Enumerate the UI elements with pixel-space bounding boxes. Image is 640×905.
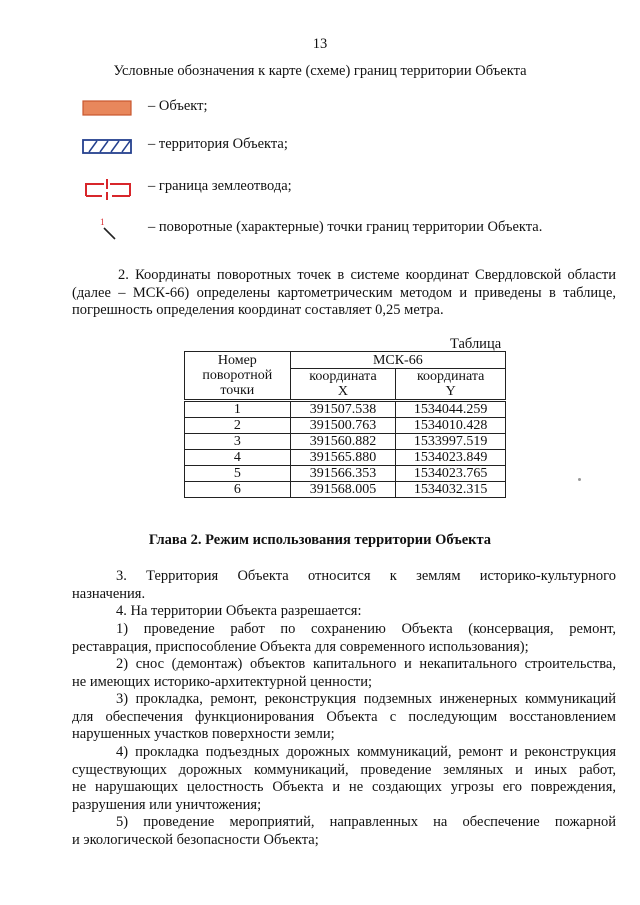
paragraph-line: 2) снос (демонтаж) объектов капитального и некапитального строительства, (116, 656, 616, 672)
cell-y: 1534010.428 (396, 418, 506, 434)
legend-label-turning-point: – поворотные (характерные) точки границ территории Объекта. (148, 219, 543, 235)
list-item (72, 621, 616, 656)
cell-x: 391568.005 (290, 482, 396, 498)
paragraph-line: реставрация, приспособление Объекта для современного использования); (72, 638, 529, 655)
turning-point-marker: 1 (100, 217, 105, 227)
paragraph-line: 3. Территория Объекта относится к землям историко-культурного (116, 568, 616, 584)
paragraph-line: 4) прокладка подъездных дорожных коммуникаций, ремонт и реконструкция (116, 744, 616, 760)
cell-point: 3 (185, 434, 291, 450)
legend-title: Условные обозначения к карте (схеме) границ территории Объекта (113, 63, 527, 79)
legend-label-boundary: – граница землеотвода; (148, 178, 292, 194)
paragraph-line: назначения. (72, 585, 146, 602)
table-caption: Таблица (450, 336, 502, 352)
list-item (72, 814, 616, 849)
cell-point: 6 (185, 482, 291, 498)
header-coord-x: координата X (290, 369, 396, 401)
paragraph-line: существующих дорожных коммуникаций, проведение земляных и иных работ, (72, 761, 616, 778)
paragraph-line: не нарушающих целостность Объекта и не создающих угрозы его повреждения, (72, 779, 616, 796)
table-row (185, 450, 506, 466)
paragraph-line: (далее – МСК-66) определены картометрическим методом и приведены в таблице, (72, 284, 616, 301)
cell-x: 391566.353 (290, 466, 396, 482)
legend-label-territory: – территория Объекта; (148, 136, 288, 152)
cell-y: 1534023.849 (396, 450, 506, 466)
paragraph-4 (72, 603, 616, 621)
chapter-title: Глава 2. Режим использования территории Объекта (148, 532, 492, 548)
coordinates-table (184, 351, 506, 498)
allotment-boundary-icon (80, 176, 136, 200)
table-row (185, 434, 506, 450)
table-row (185, 482, 506, 498)
cell-y: 1534032.315 (396, 482, 506, 498)
header-point-number: Номер поворотной точки (185, 352, 291, 401)
paragraph-line: 2. Координаты поворотных точек в системе координат Свердловской области (118, 267, 616, 283)
header-coord-y: координата Y (396, 369, 506, 401)
territory-hatch-icon (80, 134, 136, 158)
cell-point: 1 (185, 401, 291, 418)
cell-point: 2 (185, 418, 291, 434)
list-item (72, 691, 616, 744)
paragraph-line: не имеющих историко-архитектурной ценности; (72, 673, 373, 690)
cell-x: 391565.880 (290, 450, 396, 466)
cell-x: 391560.882 (290, 434, 396, 450)
object-fill-icon (80, 96, 136, 120)
cell-point: 4 (185, 450, 291, 466)
page-number: 13 (312, 36, 328, 52)
paragraph-line: разрушения или уничтожения; (72, 796, 262, 813)
table-row (185, 466, 506, 482)
cell-point: 5 (185, 466, 291, 482)
cell-y: 1533997.519 (396, 434, 506, 450)
table-row (185, 418, 506, 434)
paragraph-line: нарушенных участков поверхности земли; (72, 726, 335, 743)
list-item (72, 656, 616, 691)
paragraph-line: 1) проведение работ по сохранению Объекта (консервация, ремонт, (116, 621, 616, 637)
legend-label-object: – Объект; (148, 98, 208, 114)
paragraph-line: погрешность определения координат составляет 0,25 метра. (72, 302, 444, 319)
cell-x: 391500.763 (290, 418, 396, 434)
turning-point-icon (80, 217, 136, 241)
paragraph-line: 5) проведение мероприятий, направленных на обеспечение пожарной (116, 814, 616, 830)
scan-speck (578, 478, 581, 481)
cell-y: 1534023.765 (396, 466, 506, 482)
paragraph-2 (72, 267, 616, 320)
cell-y: 1534044.259 (396, 401, 506, 418)
cell-x: 391507.538 (290, 401, 396, 418)
paragraph-line: 3) прокладка, ремонт, реконструкция подземных инженерных коммуникаций (116, 691, 616, 707)
header-msk66: МСК-66 (290, 352, 505, 369)
paragraph-line: и экологической безопасности Объекта; (72, 831, 319, 848)
list-item (72, 744, 616, 814)
table-row (185, 401, 506, 418)
paragraph-line: для обеспечения функционирования Объекта с последующим восстановлением (72, 708, 616, 725)
paragraph-3 (72, 568, 616, 603)
paragraph-line: 4. На территории Объекта разрешается: (116, 603, 362, 619)
